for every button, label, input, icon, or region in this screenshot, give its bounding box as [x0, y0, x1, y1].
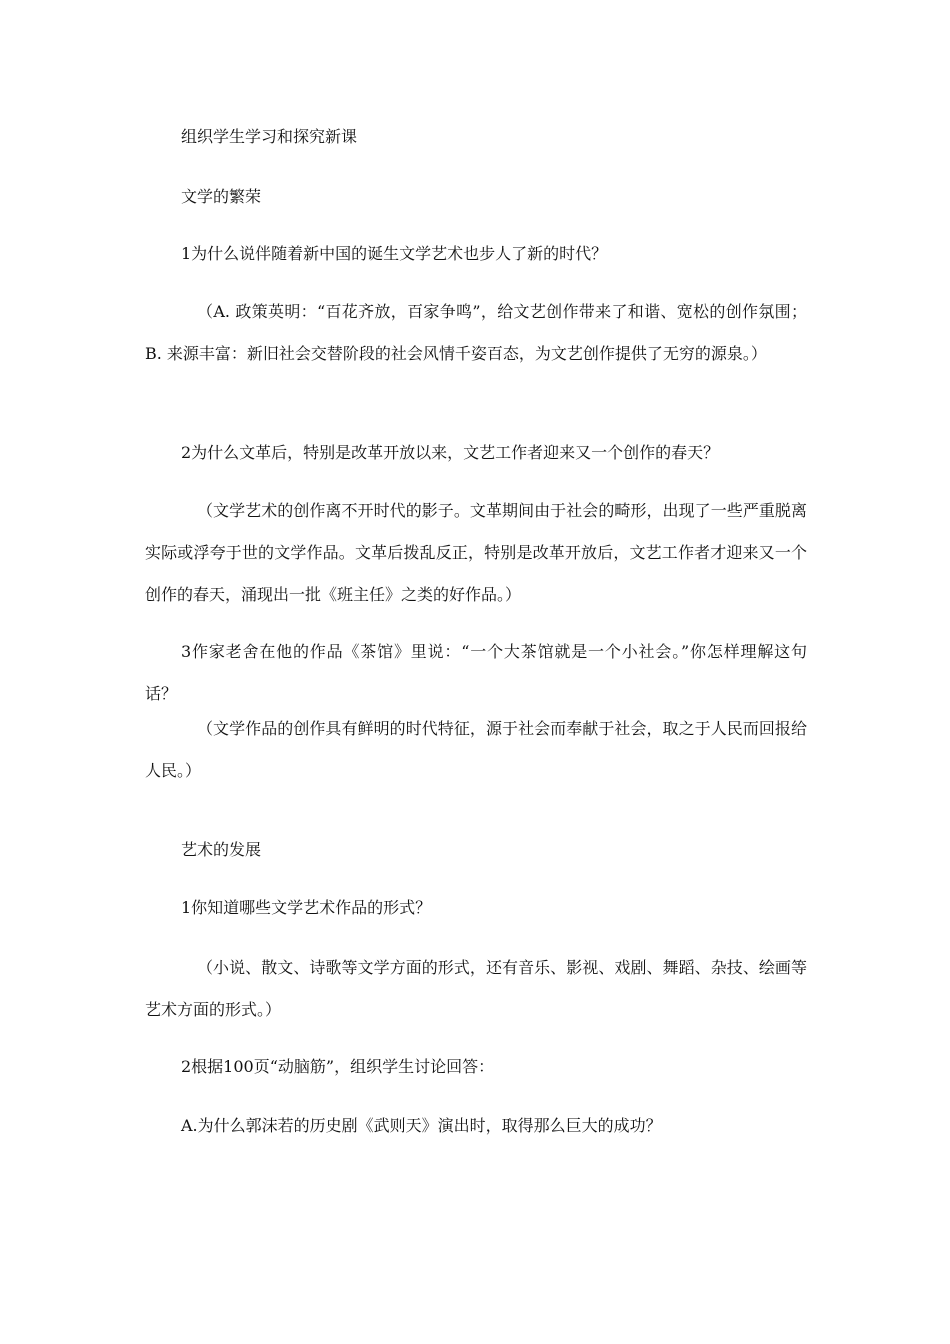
question-1-literature: 1为什么说伴随着新中国的诞生文学艺术也步人了新的时代？	[181, 244, 608, 263]
question-2-literature: 2为什么文革后，特别是改革开放以来，文艺工作者迎来又一个创作的春天？	[181, 443, 720, 462]
question-1-art: 1你知道哪些文学艺术作品的形式？	[181, 898, 432, 917]
answer-1-art: （小说、散文、诗歌等文学方面的形式，还有音乐、影视、戏剧、舞蹈、杂技、绘画等艺术方面的形式。）	[145, 958, 807, 1019]
question-2-art: 2根据100页“动脑筋”，组织学生讨论回答：	[181, 1057, 495, 1076]
answer-3-literature: （文学作品的创作具有鲜明的时代特征，源于社会而奉献于社会，取之于人民而回报给人民。）	[145, 719, 807, 780]
section-heading-new-lesson: 组织学生学习和探究新课	[181, 127, 358, 146]
answer-1-literature: （A. 政策英明：“百花齐放，百家争鸣”，给文艺创作带来了和谐、宽松的创作氛围； B. 来源丰富：新旧社会交替阶段的社会风情千姿百态，为文艺创作提供了无穷的源泉。）	[145, 302, 807, 363]
question-2a-art: A.为什么郭沫若的历史剧《武则天》演出时，取得那么巨大的成功？	[181, 1116, 662, 1135]
answer-2-literature: （文学艺术的创作离不开时代的影子。文革期间由于社会的畸形，出现了一些严重脱离实际或浮夸于世的文学作品。文革后拨乱反正，特别是改革开放后，文艺工作者才迎来又一个创作的春天，涌现出一批《班主任》之类的好作品。）	[145, 501, 807, 604]
subheading-literature-prosperity: 文学的繁荣	[181, 187, 262, 206]
question-3-literature: 3作家老舍在他的作品《茶馆》里说：“一个大茶馆就是一个小社会。”你怎样理解这句话？	[145, 642, 807, 703]
subheading-art-development: 艺术的发展	[181, 840, 262, 859]
